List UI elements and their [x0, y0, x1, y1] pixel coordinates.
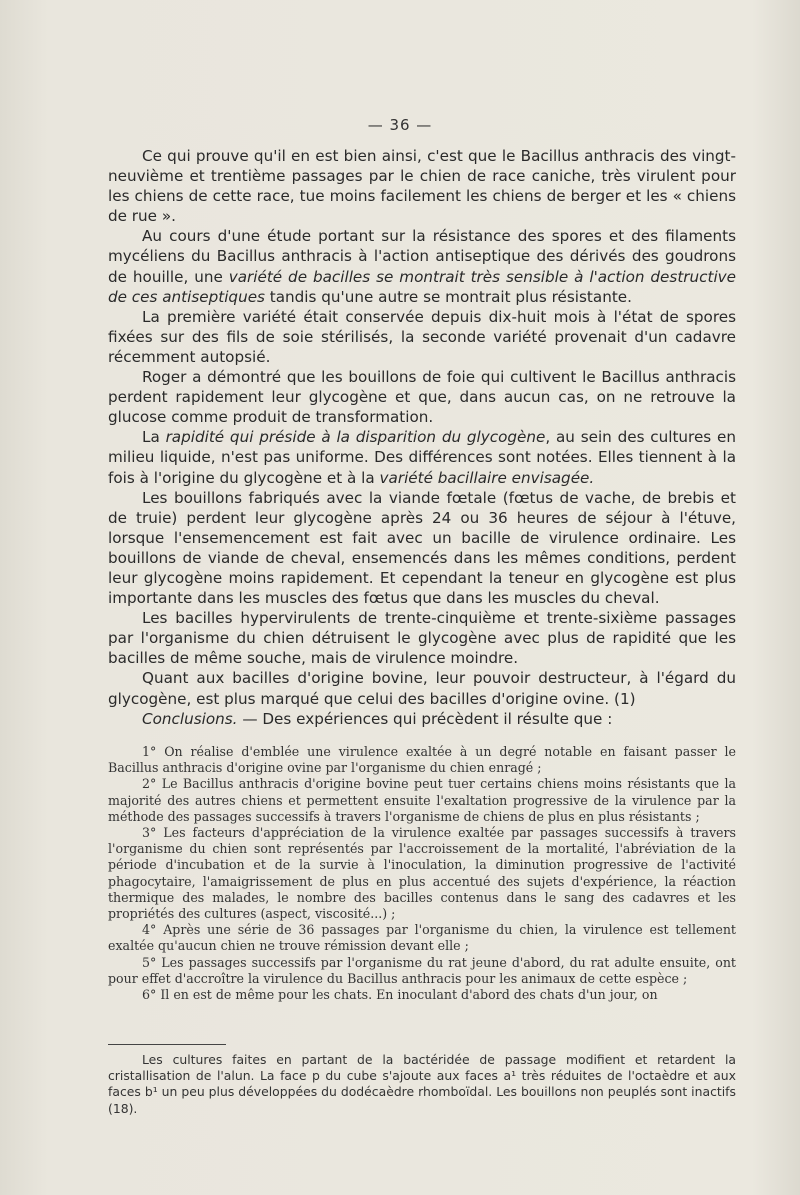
- list-item: 3° Les facteurs d'appréciation de la virulence exaltée par passages successifs à travers l'organisme du chien sont représentés par l'accroissement de la mortalité, l'abréviation de la période d'incubation et de la survie à l'inoculation, la diminution progressive de l'activité phagocytaire, l'amaigrissement de plus en plus accentué des sujets d'expérience, la réaction thermique des malades, le nombre des bacilles contenus dans le sang des cadavres et les propriétés des cultures (aspect, viscosité...) ;: [108, 825, 736, 922]
- emphasis-text: variété de bacilles se montrait très sensible à l'action destructive de ces antiseptiques: [108, 267, 736, 306]
- conclusions-paragraph: Conclusions. — Des expériences qui précèdent il résulte que :: [142, 709, 613, 728]
- emphasis-text: variété bacillaire envisagée.: [379, 468, 595, 487]
- footnote-divider: [108, 1044, 226, 1045]
- paragraph-3: La première variété était conservée depuis dix-huit mois à l'état de spores fixées sur des fils de soie stérilisés, la seconde variété provenait d'un cadavre récemment autopsié.: [108, 307, 736, 366]
- conclusions-label: Conclusions.: [142, 709, 238, 728]
- paragraph-2: Au cours d'une étude portant sur la résistance des spores et des filaments mycéliens du Bacillus anthracis à l'action antiseptique des dérivés des goudrons de houille, une variété de bacilles se montrait très sensible à l'action destructive de ces antiseptiques tandis qu'une autre se montrait plus résistante.: [108, 227, 736, 306]
- paragraph-8: Quant aux bacilles d'origine bovine, leur pouvoir destructeur, à l'égard du glycogène, est plus marqué que celui des bacilles d'origine ovine. (1): [108, 669, 736, 708]
- footnote: [108, 1052, 736, 1117]
- footnote-text: Les cultures faites en partant de la bactéridée de passage modifient et retardent la cristallisation de l'alun. La face p du cube s'ajoute aux faces a¹ très réduites de l'octaèdre et aux faces b¹ un peu plus développées du dodécaèdre rhomboïdal. Les bouillons non peuplés sont inactifs (18).: [108, 1052, 736, 1116]
- page-number: — 36 —: [367, 116, 433, 134]
- paragraph-4: Roger a démontré que les bouillons de foie qui cultivent le Bacillus anthracis perdent rapidement leur glycogène et que, dans aucun cas, on ne retrouve la glucose comme produit de transformation.: [108, 368, 736, 427]
- emphasis-text: rapidité qui préside à la disparition du glycogène: [165, 428, 546, 447]
- paragraph-7: Les bacilles hypervirulents de trente-cinquième et trente-sixième passages par l'organisme du chien détruisent le glycogène avec plus de rapidité que les bacilles de même souche, mais de virulence moindre.: [108, 609, 736, 668]
- paragraph-6: Les bouillons fabriqués avec la viande fœtale (fœtus de vache, de brebis et de truie) perdent leur glycogène après 24 ou 36 heures de séjour à l'étuve, lorsque l'ensemencement est fait avec un bacille de virulence ordinaire. Les bouillons de viande de cheval, ensemencés dans les mêmes conditions, perdent leur glycogène moins rapidement. Et cependant la teneur en glycogène est plus importante dans les muscles des fœtus que dans les muscles du cheval.: [108, 488, 736, 608]
- list-item: 4° Après une série de 36 passages par l'organisme du chien, la virulence est tellement exaltée qu'aucun chien ne trouve rémission devant elle ;: [108, 922, 736, 954]
- list-item: 2° Le Bacillus anthracis d'origine bovine peut tuer certains chiens moins résistants que la majorité des autres chiens et permettent ensuite l'exaltation progressive de la virulence par la méthode des passages successifs à travers l'organisme de chiens de plus en plus résistants ;: [108, 776, 736, 824]
- list-item: 5° Les passages successifs par l'organisme du rat jeune d'abord, du rat adulte ensuite, ont pour effet d'accroître la virulence du Bacillus anthracis pour les animaux de cette espèce ;: [108, 954, 736, 986]
- list-item: 1° On réalise d'emblée une virulence exaltée à un degré notable en faisant passer le Bacillus anthracis d'origine ovine par l'organisme du chien enragé ;: [108, 744, 736, 776]
- paragraph-1: Ce qui prouve qu'il en est bien ainsi, c'est que le Bacillus anthracis des vingt-neuvième et trentième passages par le chien de race caniche, très virulent pour les chiens de cette race, tue moins facilement les chiens de berger et les « chiens de rue ».: [108, 147, 736, 226]
- paragraph-5: La rapidité qui préside à la disparition du glycogène, au sein des cultures en milieu liquide, n'est pas uniforme. Des différences sont notées. Elles tiennent à la fois à l'origine du glycogène et à la variété bacillaire envisagée.: [108, 428, 736, 487]
- conclusions-list: [108, 744, 736, 1003]
- list-item: 6° Il en est de même pour les chats. En inoculant d'abord des chats d'un jour, on: [142, 987, 658, 1003]
- body-text: [108, 146, 736, 729]
